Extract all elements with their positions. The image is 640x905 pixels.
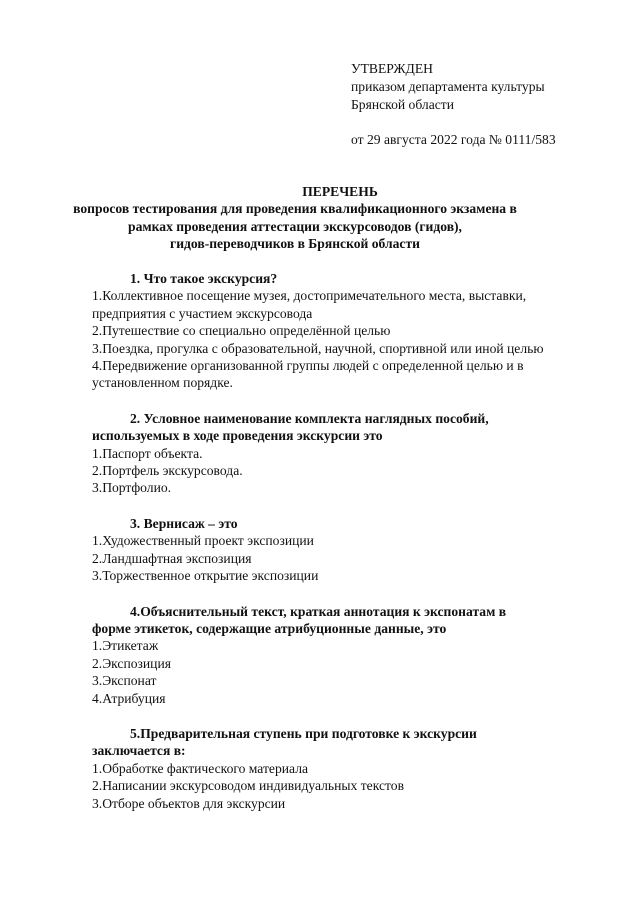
answer-option: предприятия с участием экскурсовода <box>92 305 313 321</box>
approval-order: приказом департамента культуры <box>351 78 545 94</box>
answer-option: 2.Написании экскурсоводом индивидуальных текстов <box>92 778 404 794</box>
answer-option: 1.Паспорт объекта. <box>92 445 203 461</box>
title-subtitle-line: гидов-переводчиков в Брянской области <box>170 236 420 252</box>
question-text: 2. Условное наименование комплекта наглядных пособий, <box>130 410 489 426</box>
answer-option: 3.Портфолио. <box>92 480 172 496</box>
question-block <box>92 270 612 392</box>
answer-option: 2.Портфель экскурсовода. <box>92 463 243 479</box>
approval-approved: УТВЕРЖДЕН <box>351 61 433 76</box>
answer-option: 4.Атрибуция <box>92 690 166 706</box>
answer-option: 3.Торжественное открытие экспозиции <box>92 568 319 584</box>
answer-option: 3.Отборе объектов для экскурсии <box>92 795 286 811</box>
document-title <box>40 183 640 253</box>
question-text: 5.Предварительная ступень при подготовке к экскурсии <box>130 725 477 741</box>
approval-region: Брянской области <box>351 96 454 112</box>
answer-option: 2.Экспозиция <box>92 655 171 671</box>
questions-list <box>92 270 612 812</box>
approval-date-number: от 29 августа 2022 года № 0111/583 <box>351 132 556 148</box>
answer-option: 1.Коллективное посещение музея, достопримечательного места, выставки, <box>92 288 527 304</box>
title-subtitle-line: рамках проведения аттестации экскурсоводов (гидов), <box>128 218 462 234</box>
answer-option: 2.Ландшафтная экспозиция <box>92 550 252 566</box>
title-subtitle-line: вопросов тестирования для проведения квалификационного экзамена в <box>73 201 517 217</box>
answer-option: 3.Экспонат <box>92 673 157 689</box>
approval-stamp <box>351 60 621 149</box>
answer-option: 4.Передвижение организованной группы людей с определенной целью и в <box>92 358 524 374</box>
title-heading: ПЕРЕЧЕНЬ <box>302 184 378 199</box>
question-block <box>92 515 612 585</box>
answer-option: 3.Поездка, прогулка с образовательной, научной, спортивной или иной целью <box>92 340 544 356</box>
question-block <box>92 725 612 812</box>
question-text: заключается в: <box>92 743 186 759</box>
answer-option: 1.Этикетаж <box>92 638 159 654</box>
question-text: 3. Вернисаж – это <box>130 515 238 531</box>
question-block <box>92 603 612 707</box>
question-text: используемых в ходе проведения экскурсии это <box>92 428 383 444</box>
question-text: 4.Объяснительный текст, краткая аннотация к экспонатам в <box>130 603 507 619</box>
answer-option: 1.Обработке фактического материала <box>92 760 309 776</box>
answer-option: 2.Путешествие со специально определённой целью <box>92 323 391 339</box>
question-text: форме этикеток, содержащие атрибуционные данные, это <box>92 620 447 636</box>
question-block <box>92 410 612 497</box>
answer-option: 1.Художественный проект экспозиции <box>92 533 314 549</box>
question-text: 1. Что такое экскурсия? <box>130 271 278 286</box>
answer-option: установленном порядке. <box>92 375 233 391</box>
